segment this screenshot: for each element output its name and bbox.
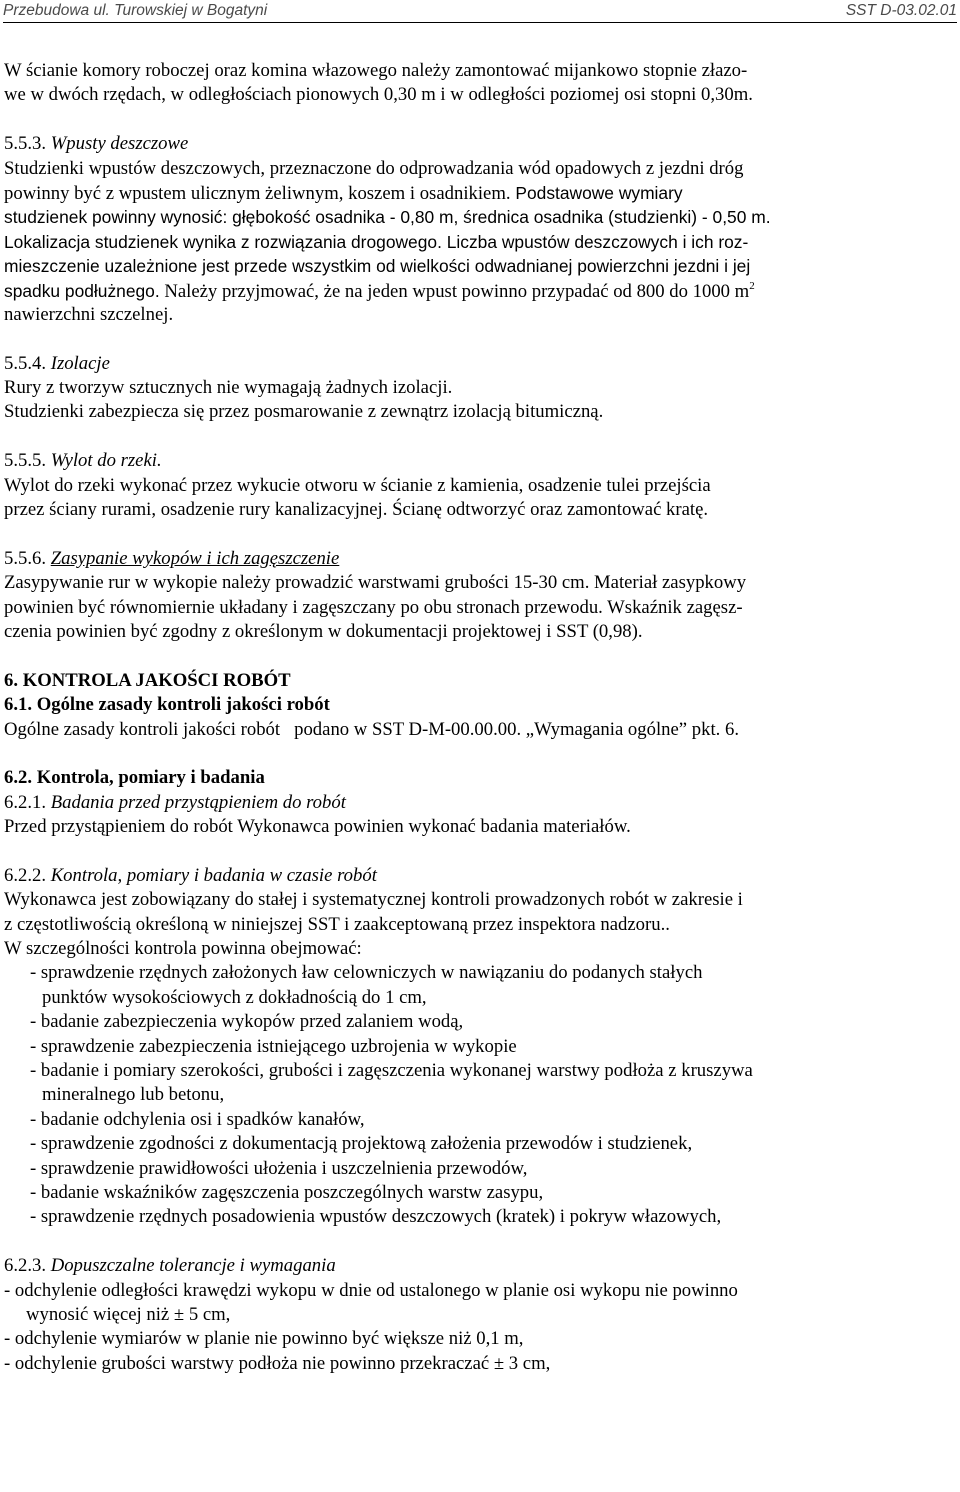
section-number: 5.5.4. — [4, 352, 51, 374]
section-heading-5-5-6 — [4, 547, 956, 571]
section-number: 6.2.1. — [4, 791, 51, 813]
document-body — [4, 59, 956, 1376]
section-title: Zasypanie wykopów i ich zagęszczenie — [50, 547, 340, 569]
subsection-heading-6-2: 6.2. Kontrola, pomiary i badania — [4, 767, 265, 789]
spacer — [4, 644, 956, 668]
spacer — [4, 1230, 956, 1254]
paragraph-line — [4, 230, 956, 254]
section-heading-6-2-3 — [4, 1254, 956, 1278]
paragraph-line: Ogólne zasady kontroli jakości robót podano w SST D-M-00.00.00. „Wymagania ogólne” pkt. 6. — [4, 718, 739, 740]
list-item: - sprawdzenie zabezpieczenia istniejącego uzbrojenia w wykopie — [30, 1035, 517, 1057]
section-title: Dopuszczalne tolerancje i wymagania — [50, 1255, 336, 1277]
spacer — [4, 425, 956, 449]
text-run: Lokalizacja studzienek wynika z rozwiązania drogowego. — [4, 231, 442, 252]
header-spec-code: SST D-03.02.01 — [845, 2, 957, 19]
spacer — [4, 840, 956, 864]
page-header — [3, 0, 957, 20]
paragraph-line: nawierzchni szczelnej. — [4, 303, 174, 325]
list-item: - badanie odchylenia osi i spadków kanałów, — [30, 1108, 365, 1130]
list-item: - badanie zabezpieczenia wykopów przed zalaniem wodą, — [30, 1011, 464, 1033]
list-item-continuation: wynosić więcej niż ± 5 cm, — [26, 1303, 231, 1325]
list-item: - sprawdzenie rzędnych założonych ław celowniczych w nawiązaniu do podanych stałych — [30, 962, 703, 984]
spacer — [4, 327, 956, 351]
paragraph-line: czenia powinien być zgodny z określonym w dokumentacji projektowej i SST (0,98). — [4, 620, 643, 642]
spacer — [4, 522, 956, 546]
paragraph-line: W ścianie komory roboczej oraz komina włazowego należy zamontować mijankowo stopnie złazo- — [4, 60, 748, 81]
list-item-continuation: mineralnego lub betonu, — [42, 1084, 225, 1106]
list-item: - badanie i pomiary szerokości, grubości i zagęszczenia wykonanej warstwy podłoża z kruszywa — [30, 1060, 753, 1082]
list-item: - odchylenie wymiarów w planie nie powinno być większe niż 0,1 m, — [4, 1328, 524, 1350]
section-number: 5.5.6. — [4, 547, 51, 569]
list-item: - sprawdzenie prawidłowości ułożenia i uszczelnienia przewodów, — [30, 1157, 528, 1179]
subsection-heading-6-1: 6.1. Ogólne zasady kontroli jakości robót — [4, 694, 330, 716]
header-project-title: Przebudowa ul. Turowskiej w Bogatyni — [3, 2, 268, 19]
paragraph-line: z częstotliwością określoną w niniejszej SST i zaakceptowaną przez inspektora nadzoru.. — [4, 913, 670, 935]
header-rule — [3, 22, 957, 23]
section-number: 5.5.5. — [4, 450, 51, 472]
paragraph-line — [4, 279, 956, 303]
list-item-continuation: punktów wysokościowych z dokładnością do 1 cm, — [42, 986, 427, 1008]
section-title: Wylot do rzeki. — [50, 450, 162, 472]
text-run: Należy przyjmować, że na jeden wpust powinno przypadać od 800 do 1000 m — [159, 280, 750, 302]
section-number: 6.2.3. — [4, 1255, 51, 1277]
paragraph-line: Studzienki zabezpiecza się przez posmarowanie z zewnątrz izolacją bitumiczną. — [4, 401, 604, 423]
text-run: powinny być z wpustem ulicznym żeliwnym, koszem i osadnikiem. — [4, 182, 511, 204]
chapter-heading-6: 6. KONTROLA JAKOŚCI ROBÓT — [4, 669, 291, 691]
paragraph-line: we w dwóch rzędach, w odległościach pionowych 0,30 m i w odległości poziomej osi stopni 0,30m. — [4, 84, 753, 106]
section-title: Kontrola, pomiary i badania w czasie robót — [50, 864, 377, 886]
paragraph-line: studzienek powinny wynosić: głębokość osadnika - 0,80 m, średnica osadnika (studzienki) - 0,50 m. — [4, 207, 771, 228]
section-title: Izolacje — [50, 352, 110, 374]
superscript: 2 — [749, 279, 755, 292]
list-item: - sprawdzenie zgodności z dokumentacją projektową założenia przewodów i studzienek, — [30, 1133, 693, 1155]
section-number: 6.2.2. — [4, 864, 51, 886]
text-run: Liczba wpustów deszczowych i ich roz- — [441, 231, 749, 252]
paragraph-line: Studzienki wpustów deszczowych, przeznaczone do odprowadzania wód opadowych z jezdni dróg — [4, 157, 744, 179]
paragraph-line: powinien być równomiernie układany i zagęszczany po obu stronach przewodu. Wskaźnik zagęsz- — [4, 596, 743, 618]
section-number: 5.5.3. — [4, 133, 51, 155]
section-title: Badania przed przystąpieniem do robót — [50, 791, 346, 813]
section-heading-5-5-5 — [4, 449, 956, 473]
text-run: spadku podłużnego. — [4, 280, 160, 301]
paragraph-line: mieszczenie uzależnione jest przede wszystkim od wielkości odwadnianej powierzchni jezdni i jej — [4, 256, 751, 277]
spacer — [4, 742, 956, 766]
section-heading-6-2-2 — [4, 864, 956, 888]
section-heading-6-2-1 — [4, 791, 956, 815]
paragraph-line — [4, 181, 956, 205]
paragraph-line: Wylot do rzeki wykonać przez wykucie otworu w ścianie z kamienia, osadzenie tulei przejścia — [4, 474, 711, 496]
paragraph-line: Przed przystąpieniem do robót Wykonawca powinien wykonać badania materiałów. — [4, 816, 631, 838]
spacer — [4, 108, 956, 132]
section-heading-5-5-4 — [4, 352, 956, 376]
paragraph-line: Zasypywanie rur w wykopie należy prowadzić warstwami grubości 15-30 cm. Materiał zasypkowy — [4, 572, 747, 594]
list-item: - sprawdzenie rzędnych posadowienia wpustów deszczowych (kratek) i pokryw włazowych, — [30, 1206, 722, 1228]
list-item: - badanie wskaźników zagęszczenia poszczególnych warstw zasypu, — [30, 1181, 544, 1203]
text-run: Podstawowe wymiary — [510, 182, 683, 203]
section-title: Wpusty deszczowe — [50, 133, 189, 155]
section-heading-5-5-3 — [4, 132, 956, 156]
paragraph-line: Rury z tworzyw sztucznych nie wymagają żadnych izolacji. — [4, 377, 453, 399]
list-item: - odchylenie odległości krawędzi wykopu w dnie od ustalonego w planie osi wykopu nie powinno — [4, 1279, 738, 1301]
paragraph-line: W szczególności kontrola powinna obejmować: — [4, 938, 362, 960]
paragraph-line: przez ściany rurami, osadzenie rury kanalizacyjnej. Ścianę odtworzyć oraz zamontować kratę. — [4, 499, 709, 521]
paragraph-line: Wykonawca jest zobowiązany do stałej i systematycznej kontroli prowadzonych robót w zakresie i — [4, 889, 743, 911]
list-item: - odchylenie grubości warstwy podłoża nie powinno przekraczać ± 3 cm, — [4, 1352, 551, 1374]
